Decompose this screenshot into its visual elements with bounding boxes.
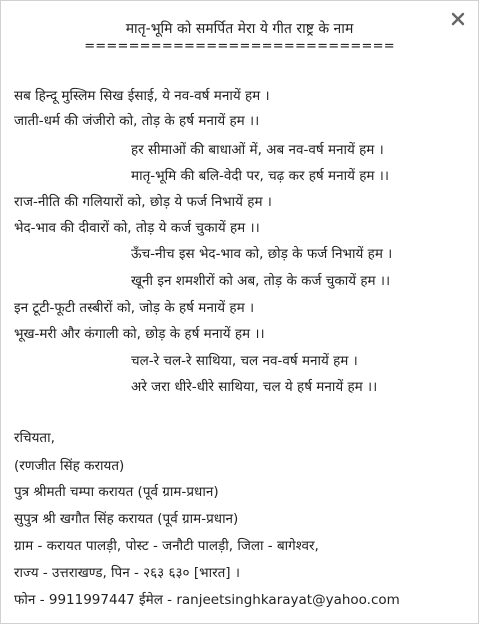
poem-line: भेद-भाव की दीवारों को, तोड़ ये कर्ज चुकायें हम ।।: [14, 220, 260, 236]
poem-line: चल-रे चल-रे साथिया, चल नव-वर्ष मनायें हम ।: [131, 353, 358, 369]
title-underline: ============================: [84, 39, 395, 54]
author-father: सुपुत्र श्री खगौत सिंह करायत (पूर्व ग्राम-प्रधान): [14, 511, 239, 527]
poem-line: सब हिन्दू मुस्लिम सिख ईसाई, ये नव-वर्ष मनायें हम ।: [14, 88, 270, 104]
poem-line: ऊँच-नीच इस भेद-भाव को, छोड़ के फर्ज निभायें हम ।: [131, 246, 393, 262]
poem-line: राज-नीति की गलियारों को, छोड़ ये फर्ज निभायें हम ।: [14, 194, 272, 210]
poem-line: इन टूटी-फूटी तस्बीरों को, जोड़ के हर्ष मनायें हम ।: [14, 300, 255, 316]
author-label: रचियता,: [14, 430, 55, 446]
author-name: (रणजीत सिंह करायत): [14, 458, 125, 474]
author-mother: पुत्र श्रीमती चम्पा करायत (पूर्व ग्राम-प्रधान): [14, 484, 219, 500]
poem-line: हर सीमाओं की बाधाओं में, अब नव-वर्ष मनायें हम ।: [131, 142, 384, 158]
poem-line: खूनी इन शमशीरों को अब, तोड़ के कर्ज चुकायें हम ।।: [131, 273, 391, 289]
poem-line: अरे जरा धीरे-धीरे साथिया, चल ये हर्ष मनायें हम ।।: [131, 379, 378, 395]
poem-title: मातृ-भूमि को समर्पित मेरा ये गीत राष्ट्र के नाम: [125, 21, 354, 37]
author-address: ग्राम - करायत पालड़ी, पोस्ट - जनौटी पालड़ी, जिला - बागेश्वर,: [14, 538, 319, 554]
poem-line: मातृ-भूमि की बलि-वेदी पर, चढ़ कर हर्ष मनायें हम ।।: [131, 168, 389, 184]
author-state: राज्य - उत्तराखण्ड, पिन - २६३ ६३० [भारत] ।: [14, 565, 240, 581]
poem-line: जाती-धर्म की जंजीरो को, तोड़ के हर्ष मनायें हम ।।: [14, 113, 260, 129]
poem-line: भूख-मरी और कंगाली को, छोड़ के हर्ष मनायें हम ।।: [14, 326, 265, 342]
author-contact: फोन - 9911997447 ईमेल - ranjeetsinghkarayat@yahoo.com: [14, 592, 400, 608]
